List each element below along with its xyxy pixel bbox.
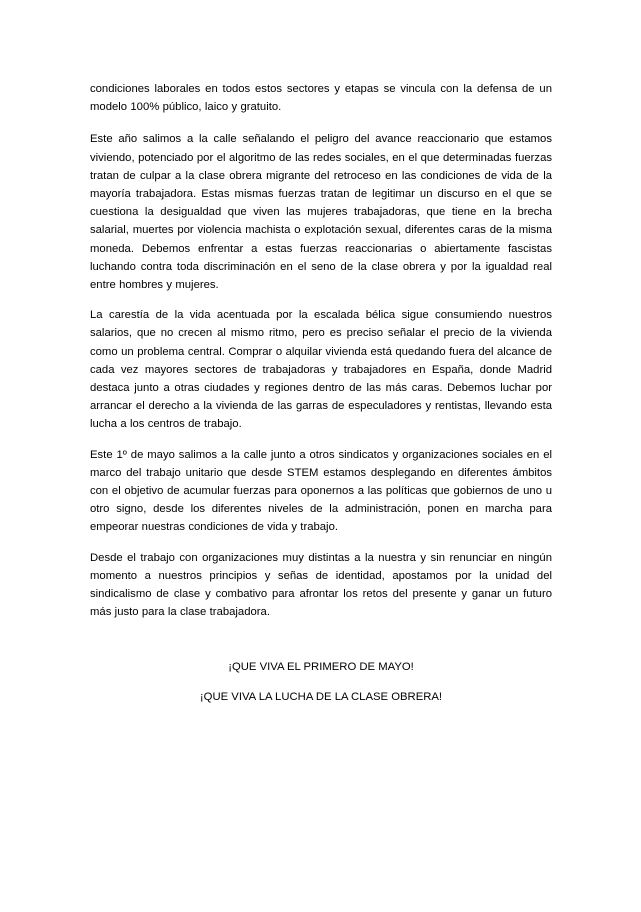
slogan-may-day: ¡QUE VIVA EL PRIMERO DE MAYO!: [228, 661, 414, 673]
paragraph-reactionary-advance: Este año salimos a la calle señalando el peligro del avance reaccionario que estamos viviendo, potenciado por el algoritmo de las redes sociales, en el que determinadas fuerzas tratan de culpar a la clase obrera migrante del retroceso en las condiciones de vida de la mayoría trabajadora. Estas mismas fuerzas tratan de legitimar un discurso en el que se cuestiona la desigualdad que viven las mujeres trabajadoras, que tiene en la brecha salarial, muertes por violencia machista o explotación sexual, diferentes caras de la misma moneda. Debemos enfrentar a estas fuerzas reaccionarias o abiertamente fascistas luchando contra toda discriminación en el seno de la clase obrera y por la igualdad real entre hombres y mujeres.: [90, 133, 552, 292]
paragraph-may-day-unity: Este 1º de mayo salimos a la calle junto a otros sindicatos y organizaciones sociales en el marco del trabajo unitario que desde STEM estamos desplegando en diferentes ámbitos con el objetivo de acumular fuerzas para oponernos a las políticas que gobiernos de uno u otro signo, desde los diferentes niveles de la administración, ponen en marcha para empeorar nuestras condiciones de vida y trabajo.: [90, 448, 552, 534]
closing-slogans: [90, 658, 552, 718]
paragraph-class-unionism: Desde el trabajo con organizaciones muy distintas a la nuestra y sin renunciar en ningún momento a nuestros principios y señas de identidad, apostamos por la unidad del sindicalismo de clase y combativo para afrontar los retos del presente y ganar un futuro más justo para la clase trabajadora.: [90, 551, 552, 619]
slogan-working-class: ¡QUE VIVA LA LUCHA DE LA CLASE OBRERA!: [199, 691, 443, 704]
paragraph-housing-cost: La carestía de la vida acentuada por la escalada bélica sigue consumiendo nuestros salarios, que no crecen al mismo ritmo, pero es preciso señalar el precio de la vivienda como un problema central. Comprar o alquilar vivienda está quedando fuera del alcance de cada vez mayores sectores de trabajadoras y trabajadores en España, donde Madrid destaca junto a otras ciudades y regiones dentro de las más caras. Debemos luchar por arrancar el derecho a la vivienda de las garras de especuladores y rentistas, llevando esta lucha a los centros de trabajo.: [90, 309, 552, 431]
document-body: [90, 80, 552, 633]
paragraph-public-model: condiciones laborales en todos estos sectores y etapas se vincula con la defensa de un modelo 100% público, laico y gratuito.: [90, 83, 552, 114]
